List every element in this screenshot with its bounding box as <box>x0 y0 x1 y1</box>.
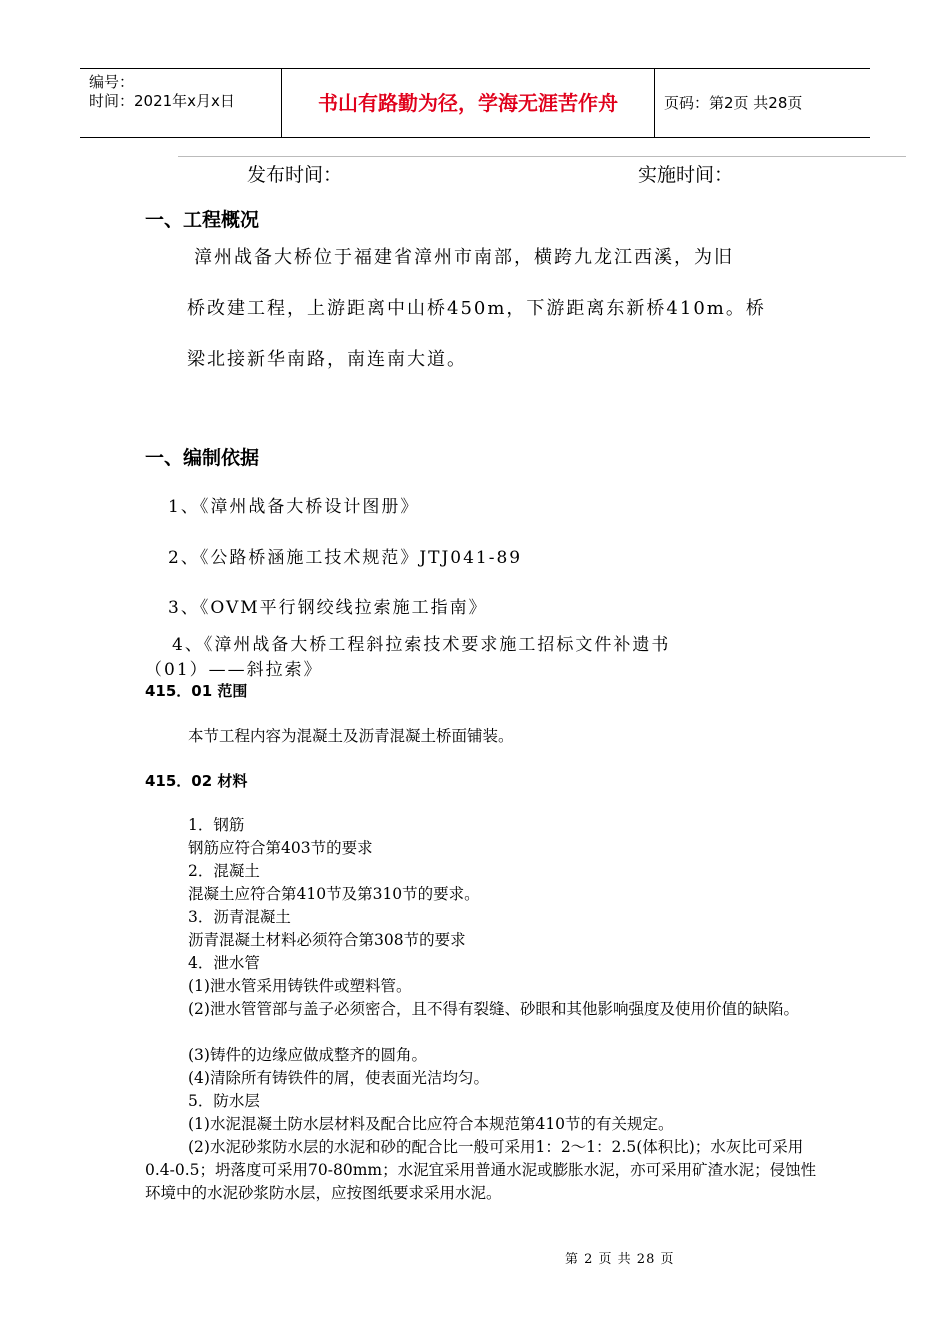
section-41501-title: 415．01 范围 <box>145 682 248 700</box>
material-line: (3)铸件的边缘应做成整齐的圆角。 <box>188 1046 427 1064</box>
header-motto: 书山有路勤为径，学海无涯苦作舟 <box>282 69 655 137</box>
material-line: 1．钢筋 <box>188 816 245 834</box>
basis-item-2: 2、《公路桥涵施工技术规范》JTJ041-89 <box>168 548 523 568</box>
material-line: 4．泄水管 <box>188 954 260 972</box>
material-line: 3．沥青混凝土 <box>188 908 291 926</box>
material-line: 混凝土应符合第410节及第310节的要求。 <box>188 885 480 903</box>
overview-line-1: 漳州战备大桥位于福建省漳州市南部，横跨九龙江西溪，为旧 <box>194 247 734 268</box>
basis-item-4-cont: （01）——斜拉索》 <box>145 660 323 680</box>
material-line: (1)水泥混凝土防水层材料及配合比应符合本规范第410节的有关规定。 <box>188 1115 674 1133</box>
publish-time-label: 发布时间： <box>247 164 343 186</box>
page-header <box>80 68 870 138</box>
document-number: 编号： <box>89 73 135 91</box>
material-line: 2．混凝土 <box>188 862 260 880</box>
header-meta <box>80 69 282 137</box>
document-date: 时间：2021年x月x日 <box>89 92 235 110</box>
header-rule <box>178 156 906 157</box>
overview-line-3: 梁北接新华南路，南连南大道。 <box>187 349 467 370</box>
material-line: 沥青混凝土材料必须符合第308节的要求 <box>188 931 466 949</box>
material-line: (4)清除所有铸铁件的屑，使表面光洁均匀。 <box>188 1069 489 1087</box>
basis-item-4: 4、《漳州战备大桥工程斜拉索技术要求施工招标文件补遗书 <box>172 635 671 655</box>
section-41502-title: 415．02 材料 <box>145 772 248 790</box>
basis-item-1: 1、《漳州战备大桥设计图册》 <box>168 497 420 517</box>
material-line: 钢筋应符合第403节的要求 <box>188 839 373 857</box>
implement-time-label: 实施时间： <box>638 164 734 186</box>
header-page-code: 页码：第2页 共28页 <box>664 94 803 112</box>
overview-line-2: 桥改建工程，上游距离中山桥450m，下游距离东新桥410m。桥 <box>187 298 766 319</box>
basis-item-3: 3、《OVM平行钢绞线拉索施工指南》 <box>168 598 488 618</box>
material-line: 5．防水层 <box>188 1092 260 1110</box>
material-line: (1)泄水管采用铸铁件或塑料管。 <box>188 977 412 995</box>
drain-pipe-paragraph: (2)泄水管管部与盖子必须密合，且不得有裂缝、砂眼和其他影响强度及使用价值的缺陷。 <box>188 1000 799 1018</box>
page-footer: 第 2 页 共 28 页 <box>565 1252 675 1267</box>
section-41501-text: 本节工程内容为混凝土及沥青混凝土桥面铺装。 <box>188 727 514 745</box>
section-basis-title: 一、编制依据 <box>145 447 260 469</box>
section-overview-title: 一、工程概况 <box>145 209 260 231</box>
waterproof-mortar-paragraph: (2)水泥砂浆防水层的水泥和砂的配合比一般可采用1：2～1：2.5(体积比)；水灰比可采用0.4-0.5；坍落度可采用70-80mm；水泥宜采用普通水泥或膨胀水泥，亦可采用矿渣水泥；侵蚀性环境中的水泥砂浆防水层，应按图纸要求采用水泥。 <box>145 1138 817 1202</box>
